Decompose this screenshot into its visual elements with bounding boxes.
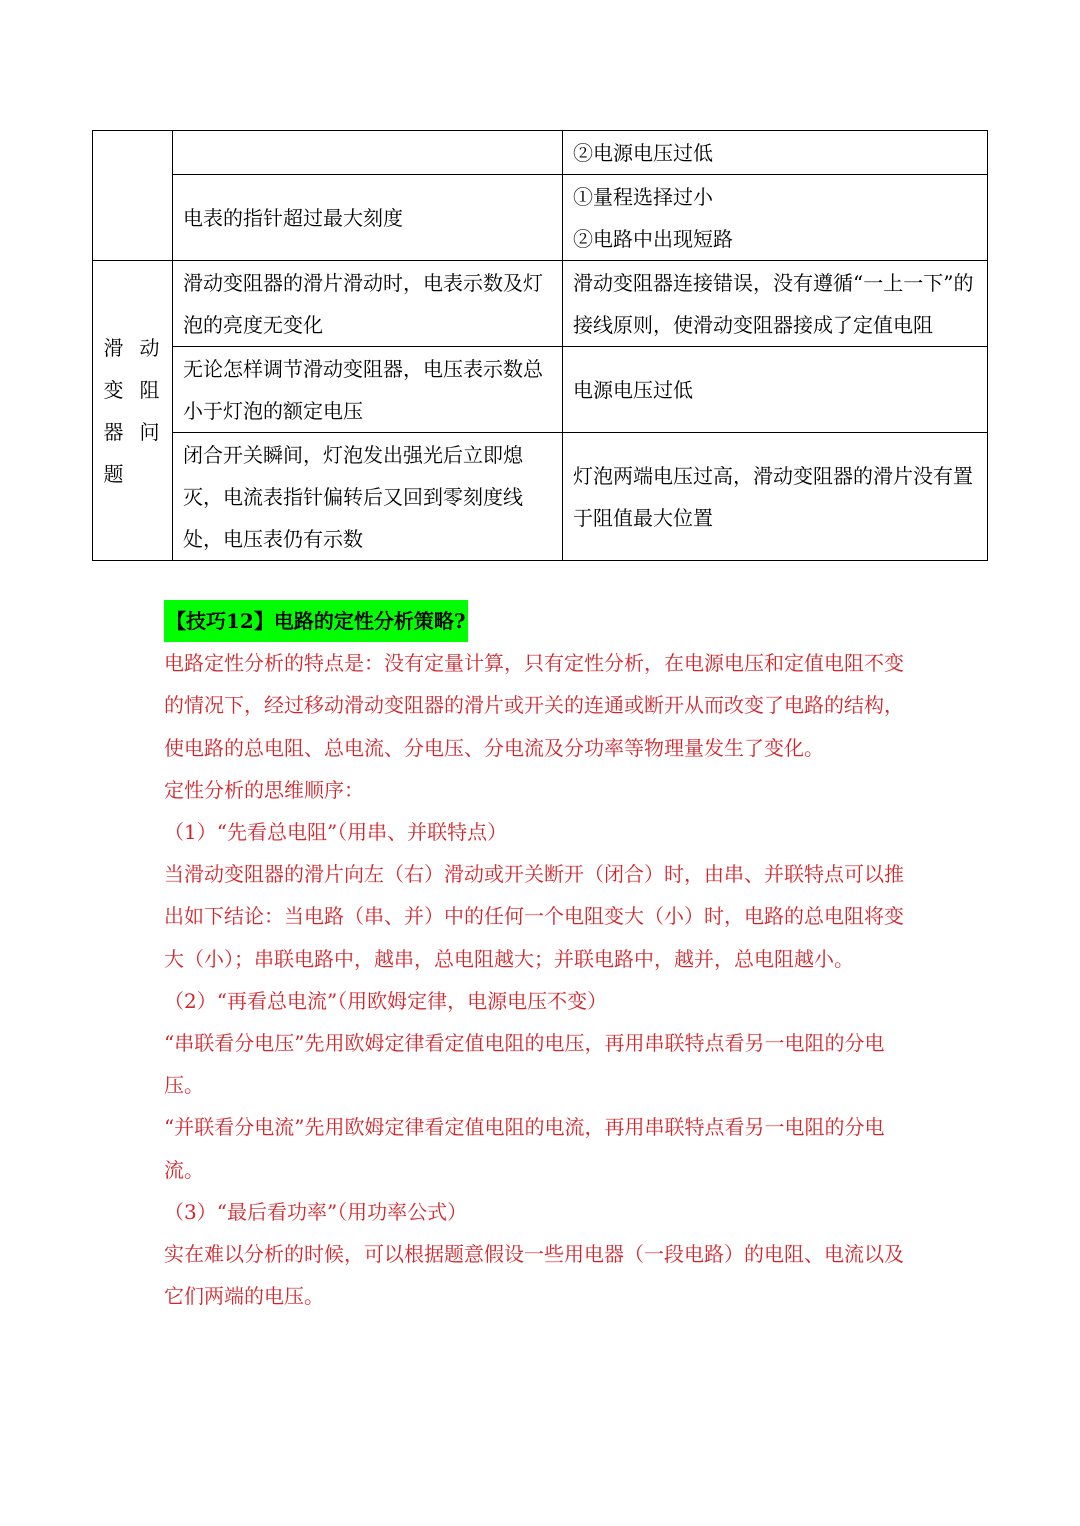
tip-step-heading: （3）“最后看功率”（用功率公式）: [164, 1199, 468, 1224]
tip-section: [164, 600, 920, 1317]
phenomenon-cell: 滑动变阻器的滑片滑动时，电表示数及灯泡的亮度无变化: [173, 261, 563, 347]
table-row: [93, 261, 988, 347]
tip-step-heading: （1）“先看总电阻”（用串、并联特点）: [164, 820, 508, 845]
cause-cell: [563, 131, 988, 175]
tip-paragraph: 定性分析的思维顺序：: [164, 777, 364, 802]
phenomenon-cell: [173, 131, 563, 175]
table-row: [93, 131, 988, 175]
phenomenon-cell: 无论怎样调节滑动变阻器，电压表示数总小于灯泡的额定电压: [173, 347, 563, 433]
table-row: [93, 175, 988, 261]
category-label: 滑动变阻器问题: [103, 335, 162, 486]
cause-line: 灯泡两端电压过高，滑动变阻器的滑片没有置于阻值最大位置: [573, 463, 973, 530]
tip-paragraph: “并联看分电流”先用欧姆定律看定值电阻的电流，再用串联特点看另一电阻的分电流。: [164, 1115, 885, 1182]
tip-title: 【技巧12】电路的定性分析策略?: [164, 600, 468, 642]
cause-line: 电源电压过低: [573, 377, 693, 402]
cause-line: 滑动变阻器连接错误，没有遵循“一上一下”的接线原则，使滑动变阻器接成了定值电阻: [573, 270, 974, 337]
tip-paragraph: 当滑动变阻器的滑片向左（右）滑动或开关断开（闭合）时，由串、并联特点可以推出如下结论：当电路（串、并）中的任何一个电阻变大（小）时，电路的总电阻将变大（小）；串联电路中，越串，总电阻越大；并联电路中，越并，总电阻越小。: [164, 862, 904, 971]
cause-cell: [563, 261, 988, 347]
table-row: [93, 433, 988, 561]
cause-line: ①量程选择过小: [573, 184, 713, 209]
table-row: [93, 347, 988, 433]
cause-cell: [563, 347, 988, 433]
tip-paragraph: 实在难以分析的时候，可以根据题意假设一些用电器（一段电路）的电阻、电流以及它们两端的电压。: [164, 1242, 904, 1309]
phenomenon-cell: 电表的指针超过最大刻度: [173, 175, 563, 261]
tip-paragraph: “串联看分电压”先用欧姆定律看定值电阻的电压，再用串联特点看另一电阻的分电压。: [164, 1031, 885, 1098]
cause-cell: [563, 175, 988, 261]
tip-paragraph: 电路定性分析的特点是：没有定量计算，只有定性分析，在电源电压和定值电阻不变的情况下，经过移动滑动变阻器的滑片或开关的连通或断开从而改变了电路的结构，使电路的总电阻、总电流、分电压、分电流及分功率等物理量发生了变化。: [164, 651, 904, 760]
category-cell: [93, 261, 173, 561]
cause-line: ②电源电压过低: [573, 140, 713, 165]
phenomenon-cell: 闭合开关瞬间，灯泡发出强光后立即熄灭，电流表指针偏转后又回到零刻度线处，电压表仍有示数: [173, 433, 563, 561]
category-cell: [93, 131, 173, 261]
fault-table: [92, 130, 988, 561]
cause-cell: [563, 433, 988, 561]
cause-line: ②电路中出现短路: [573, 226, 733, 251]
tip-step-heading: （2）“再看总电流”（用欧姆定律，电源电压不变）: [164, 988, 608, 1013]
